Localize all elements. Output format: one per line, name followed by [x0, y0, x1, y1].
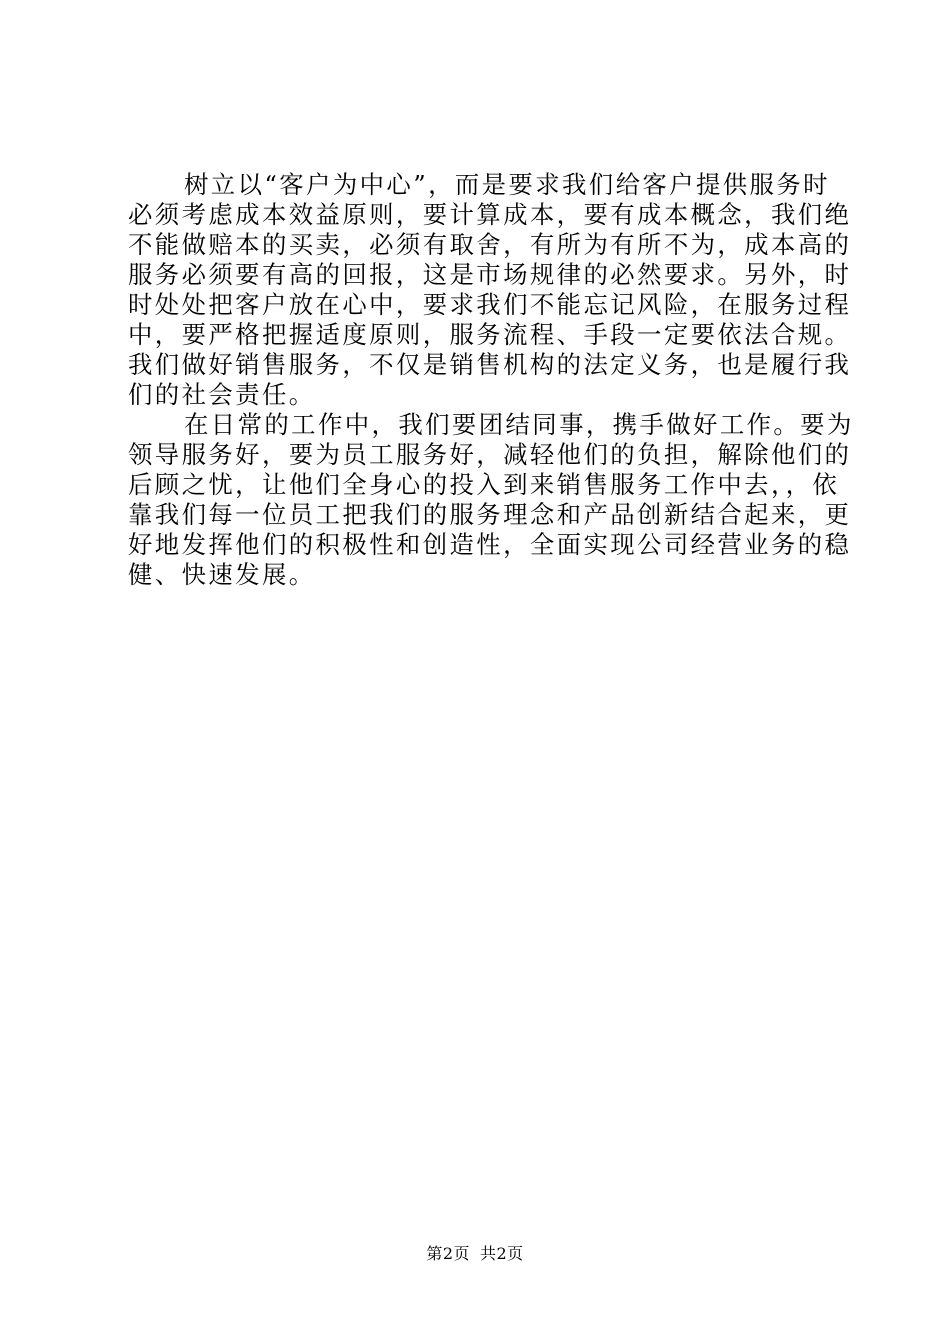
paragraph-1-line-4: 服务必须要有高的回报，这是市场规律的必然要求。另外，时	[128, 260, 852, 289]
paragraph-2-line-4: 靠我们每一位员工把我们的服务理念和产品创新结合起来，更	[128, 500, 852, 529]
paragraph-1-line-8: 们的社会责任。	[128, 380, 316, 409]
paragraph-1-line-5: 时处处把客户放在心中，要求我们不能忘记风险，在服务过程	[128, 290, 852, 319]
paragraph-2-line-3: 后顾之忧，让他们全身心的投入到来销售服务工作中去，，依	[128, 470, 840, 499]
page-number-current: 第2页	[426, 1244, 470, 1263]
page-footer	[0, 1244, 950, 1264]
paragraph-1-line-3: 不能做赔本的买卖，必须有取舍，有所为有所不为，成本高的	[128, 230, 852, 259]
paragraph-2-line-2: 领导服务好，要为员工服务好，减轻他们的负担，解除他们的	[128, 440, 852, 469]
page-number-total: 共2页	[480, 1244, 524, 1263]
paragraph-2-line-5: 好地发挥他们的积极性和创造性，全面实现公司经营业务的稳	[128, 530, 852, 559]
paragraph-1-line-7: 我们做好销售服务，不仅是销售机构的法定义务，也是履行我	[128, 350, 852, 379]
paragraph-1-line-2: 必须考虑成本效益原则，要计算成本，要有成本概念，我们绝	[128, 200, 852, 229]
paragraph-2-line-6: 健、快速发展。	[128, 560, 316, 589]
paragraph-1-line-1: 树立以“客户为中心”，而是要求我们给客户提供服务时	[184, 170, 830, 199]
document-body	[128, 170, 854, 590]
paragraph-2-line-1: 在日常的工作中，我们要团结同事，携手做好工作。要为	[184, 410, 854, 439]
paragraph-1-line-6: 中，要严格把握适度原则，服务流程、手段一定要依法合规。	[128, 320, 852, 349]
